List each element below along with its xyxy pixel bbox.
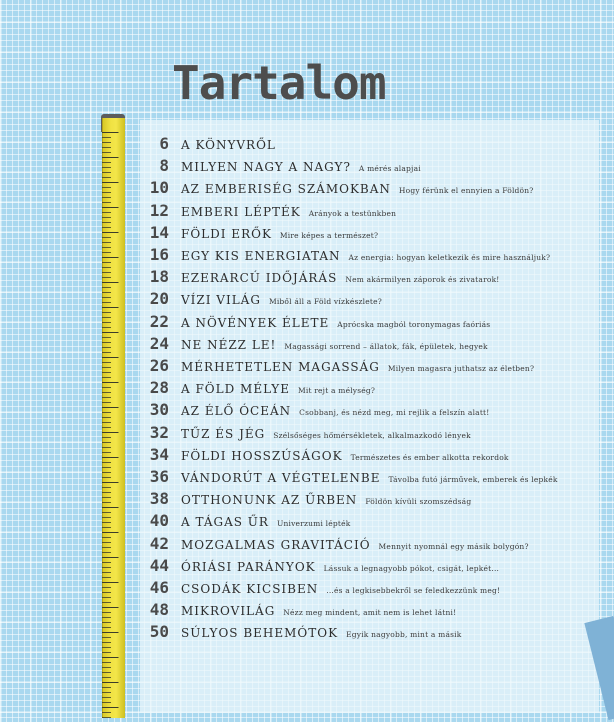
toc-entry-subtitle: Szélsőséges hőmérsékletek, alkalmazkodó lények bbox=[273, 431, 471, 440]
toc-entry[interactable] bbox=[0, 378, 375, 398]
toc-entry-title: FÖLDI ERŐK bbox=[181, 227, 272, 241]
toc-entry[interactable] bbox=[0, 156, 421, 176]
toc-entry-title: MILYEN NAGY A NAGY? bbox=[181, 160, 351, 174]
toc-page-number: 10 bbox=[149, 178, 169, 197]
toc-entry-title: MIKROVILÁG bbox=[181, 604, 276, 618]
toc-entry[interactable] bbox=[0, 600, 456, 620]
toc-entry-subtitle: Mire képes a természet? bbox=[279, 231, 379, 240]
toc-entry[interactable] bbox=[0, 223, 378, 243]
toc-entry-title: CSODÁK KICSIBEN bbox=[181, 582, 319, 596]
toc-page-number: 16 bbox=[149, 245, 169, 264]
toc-entry-title: EZERARCÚ IDŐJÁRÁS bbox=[181, 271, 338, 285]
toc-entry-title: OTTHONUNK AZ ŰRBEN bbox=[181, 493, 358, 507]
toc-entry[interactable] bbox=[0, 467, 558, 487]
toc-entry-subtitle: Lássuk a legnagyobb pókot, csigát, lepkét... bbox=[323, 564, 500, 573]
toc-entry[interactable] bbox=[0, 289, 382, 309]
toc-entry-title: A FÖLD MÉLYE bbox=[181, 382, 290, 396]
toc-entry-subtitle: Mennyit nyomnál egy másik bolygón? bbox=[378, 542, 529, 551]
toc-entry[interactable] bbox=[0, 201, 396, 221]
toc-page-number: 12 bbox=[149, 201, 169, 220]
toc-page-number: 6 bbox=[159, 134, 169, 153]
toc-entry-subtitle: Univerzumi lépték bbox=[276, 519, 351, 528]
toc-page-number: 42 bbox=[149, 534, 169, 553]
toc-page-number: 44 bbox=[149, 556, 169, 575]
toc-page-number: 32 bbox=[149, 423, 169, 442]
toc-entry[interactable] bbox=[0, 400, 490, 420]
toc-entry-subtitle: A mérés alapjai bbox=[358, 164, 421, 173]
toc-entry[interactable] bbox=[0, 178, 534, 198]
toc-page-number: 48 bbox=[149, 600, 169, 619]
toc-page-number: 40 bbox=[149, 511, 169, 530]
toc-entry-subtitle: Természetes és ember alkotta rekordok bbox=[350, 453, 509, 462]
toc-entry[interactable] bbox=[0, 134, 284, 154]
toc-entry-subtitle: Csobbanj, és nézd meg, mi rejlik a felszín alatt! bbox=[299, 408, 490, 417]
toc-entry[interactable] bbox=[0, 423, 471, 443]
toc-entry-subtitle: Hogy férünk el ennyien a Földön? bbox=[398, 186, 534, 195]
toc-entry-subtitle: Távolba futó járművek, emberek és lepkék bbox=[388, 475, 558, 484]
toc-entry-subtitle: Egyik nagyobb, mint a másik bbox=[346, 630, 462, 639]
toc-entry[interactable] bbox=[0, 489, 471, 509]
toc-entry-title: ÓRIÁSI PARÁNYOK bbox=[181, 560, 316, 574]
toc-entry-subtitle: Földön kívüli szomszédság bbox=[365, 497, 472, 506]
toc-page-number: 28 bbox=[149, 378, 169, 397]
toc-page-number: 36 bbox=[149, 467, 169, 486]
toc-entry[interactable] bbox=[0, 445, 509, 465]
toc-entry-title: A TÁGAS ŰR bbox=[181, 515, 269, 529]
toc-page-number: 30 bbox=[149, 400, 169, 419]
toc-entry[interactable] bbox=[0, 245, 550, 265]
toc-page-number: 50 bbox=[149, 622, 169, 641]
toc-entry-subtitle: Nem akármilyen záporok és zivatarok! bbox=[345, 275, 500, 284]
toc-entry[interactable] bbox=[0, 556, 499, 576]
toc-entry[interactable] bbox=[0, 267, 500, 287]
toc-page-number: 34 bbox=[149, 445, 169, 464]
toc-page-number: 26 bbox=[149, 356, 169, 375]
toc-page-number: 20 bbox=[149, 289, 169, 308]
toc-page-number: 38 bbox=[149, 489, 169, 508]
toc-entry[interactable] bbox=[0, 534, 529, 554]
toc-entry-subtitle: Az energia: hogyan keletkezik és mire használjuk? bbox=[348, 253, 551, 262]
toc-entry-subtitle: Milyen magasra juthatsz az életben? bbox=[387, 364, 535, 373]
toc-page-number: 22 bbox=[149, 312, 169, 331]
toc-page-number: 8 bbox=[159, 156, 169, 175]
toc-entry-subtitle: Nézz meg mindent, amit nem is lehet látni! bbox=[283, 608, 457, 617]
toc-page-number: 46 bbox=[149, 578, 169, 597]
toc-entry[interactable] bbox=[0, 622, 462, 642]
toc-entry-subtitle: Arányok a testünkben bbox=[308, 209, 397, 218]
toc-entry[interactable] bbox=[0, 578, 500, 598]
toc-entry-subtitle: Magassági sorrend – állatok, fák, épületek, hegyek bbox=[284, 342, 488, 351]
toc-entry-subtitle: ...és a legkisebbekről se feledkezzünk meg! bbox=[326, 586, 501, 595]
toc-entry-subtitle: Miből áll a Föld vízkészlete? bbox=[268, 297, 382, 306]
toc-entry-subtitle: Mit rejt a mélység? bbox=[297, 386, 376, 395]
toc-entry-title: EMBERI LÉPTÉK bbox=[181, 205, 301, 219]
toc-entry[interactable] bbox=[0, 312, 490, 332]
toc-entry-subtitle: Aprócska magból toronymagas faóriás bbox=[337, 320, 491, 329]
toc-page-number: 24 bbox=[149, 334, 169, 353]
toc-page-number: 18 bbox=[149, 267, 169, 286]
toc-entry-title: A NÖVÉNYEK ÉLETE bbox=[181, 316, 330, 330]
toc-entry-title: SÚLYOS BEHEMÓTOK bbox=[181, 626, 339, 640]
toc-entry-title: A KÖNYVRŐL bbox=[181, 138, 276, 152]
page-title: Tartalom bbox=[172, 56, 386, 110]
toc-entry[interactable] bbox=[0, 356, 534, 376]
toc-page-number: 14 bbox=[149, 223, 169, 242]
toc-entry-title: AZ EMBERISÉG SZÁMOKBAN bbox=[181, 182, 391, 196]
toc-entry-title: TŰZ ÉS JÉG bbox=[181, 427, 266, 441]
toc-entry-title: NE NÉZZ LE! bbox=[181, 338, 277, 352]
toc-entry-title: MÉRHETETLEN MAGASSÁG bbox=[181, 360, 380, 374]
toc-entry-title: AZ ÉLŐ ÓCEÁN bbox=[181, 404, 292, 418]
toc-entry-title: VÁNDORÚT A VÉGTELENBE bbox=[181, 471, 381, 485]
toc-entry[interactable] bbox=[0, 334, 488, 354]
toc-entry[interactable] bbox=[0, 511, 350, 531]
toc-entry-title: EGY KIS ENERGIATAN bbox=[181, 249, 341, 263]
toc-entry-title: MOZGALMAS GRAVITÁCIÓ bbox=[181, 538, 371, 552]
toc-entry-title: FÖLDI HOSSZÚSÁGOK bbox=[181, 449, 343, 463]
toc-entry-title: VÍZI VILÁG bbox=[181, 293, 261, 307]
